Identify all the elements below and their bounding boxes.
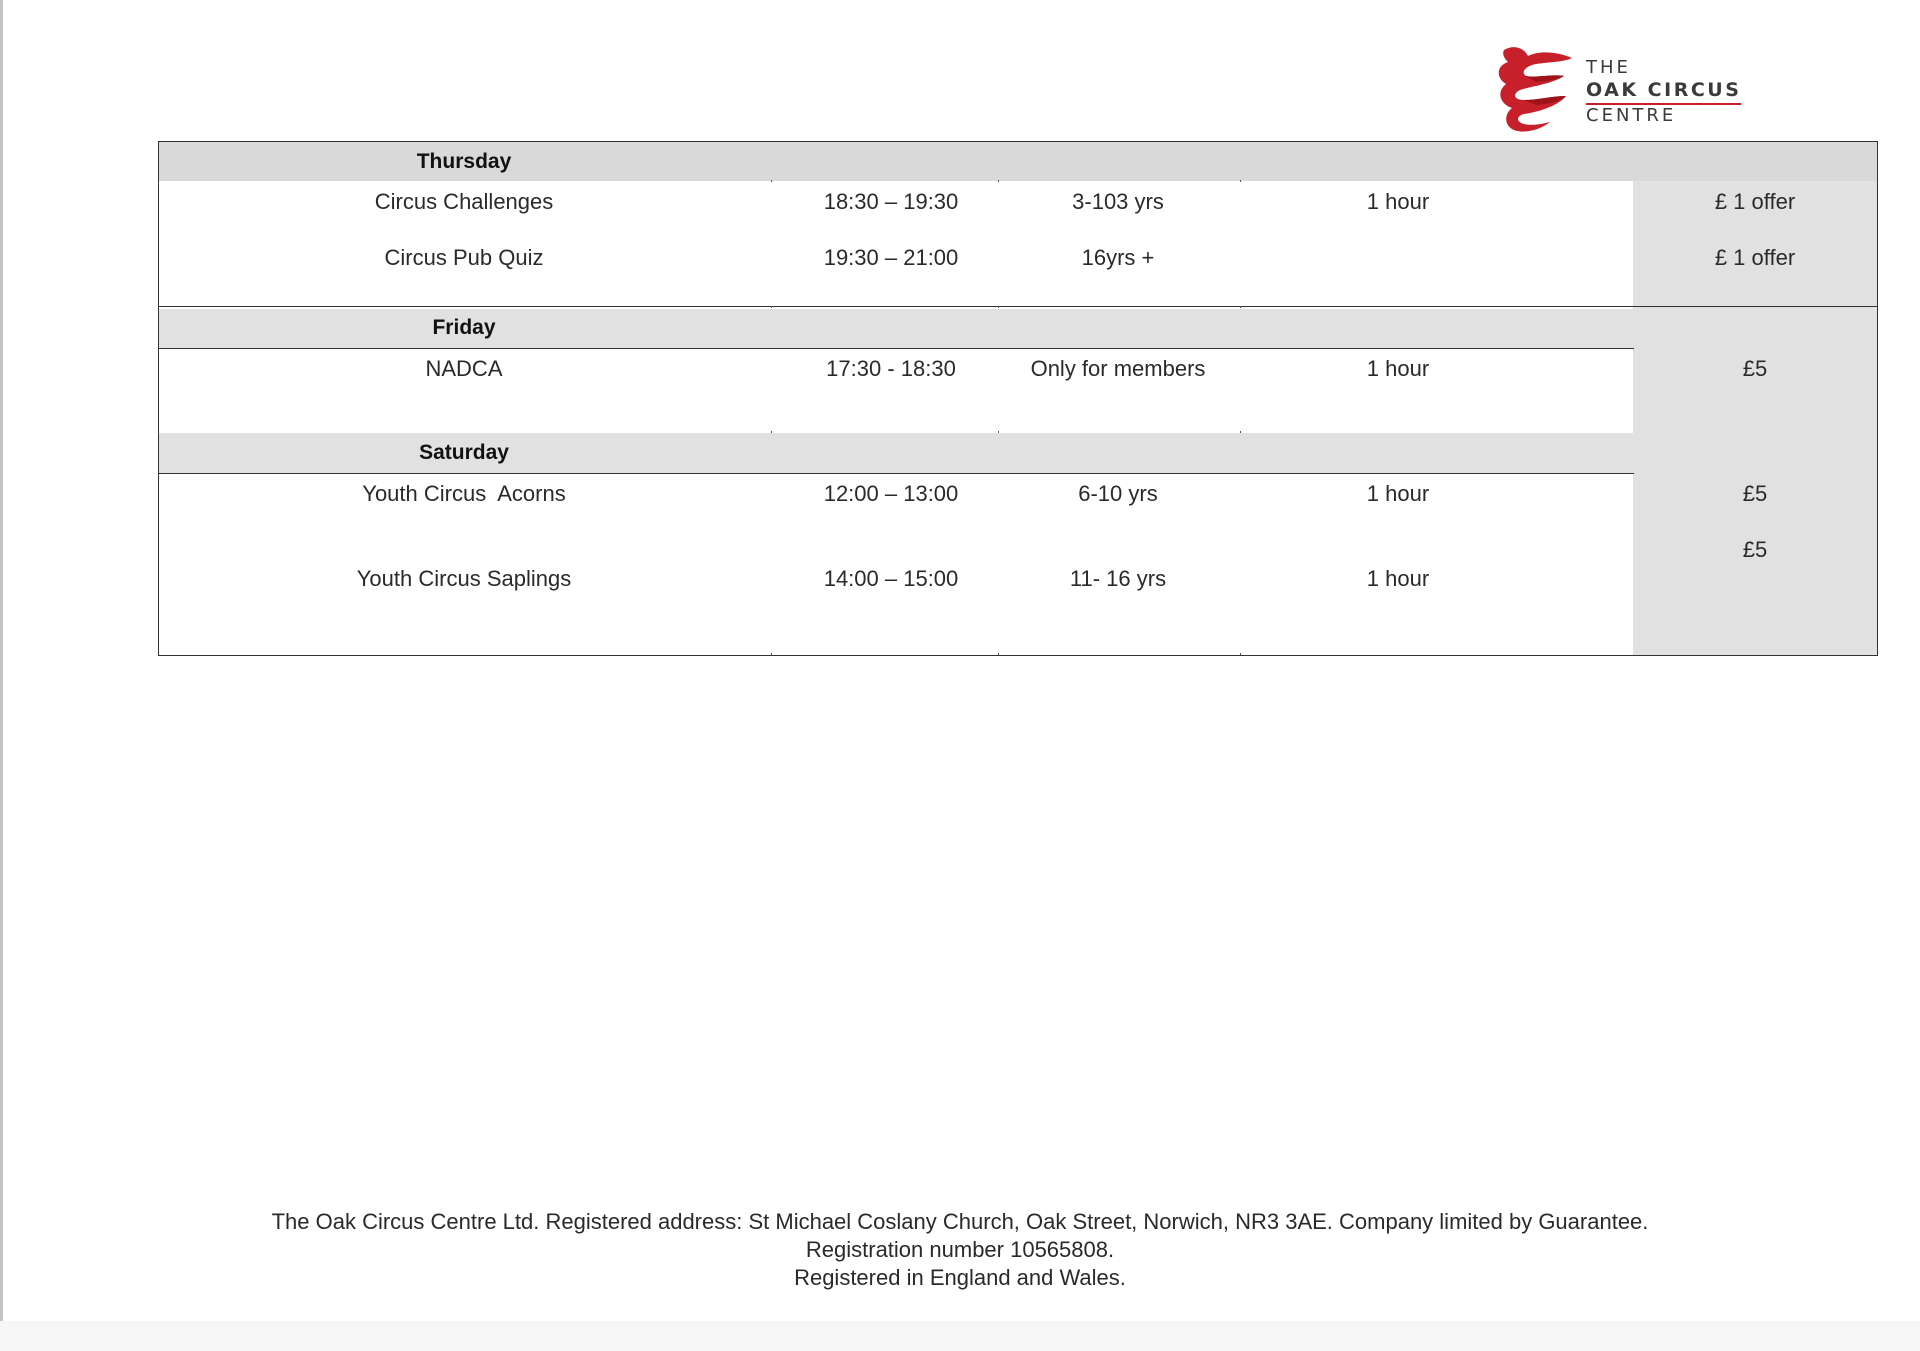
day-heading-friday: Friday xyxy=(432,316,496,339)
session-time: 12:00 – 13:00 xyxy=(823,481,959,506)
logo-line-the: THE xyxy=(1586,57,1631,78)
table-rule-saturday-header xyxy=(158,473,1634,474)
column-tick xyxy=(998,180,999,182)
session-price: £ 1 offer xyxy=(1714,245,1796,270)
logo-line-oak-circus: OAK CIRCUS xyxy=(1586,78,1741,105)
session-age: 6-10 yrs xyxy=(1078,481,1158,506)
session-age: 16yrs + xyxy=(1081,245,1155,270)
session-time: 17:30 - 18:30 xyxy=(826,356,956,381)
session-name: Circus Challenges xyxy=(374,189,554,214)
day-heading-saturday: Saturday xyxy=(419,441,509,464)
table-rule-top xyxy=(158,141,1878,142)
footer-registration-line: Registration number 10565808. xyxy=(805,1237,1115,1262)
column-tick xyxy=(771,306,772,308)
session-name: NADCA xyxy=(425,356,503,381)
session-price: £ 1 offer xyxy=(1714,189,1796,214)
session-duration: 1 hour xyxy=(1366,189,1430,214)
column-tick xyxy=(998,306,999,308)
footer-jurisdiction-line: Registered in England and Wales. xyxy=(794,1265,1126,1290)
session-name: Circus Pub Quiz xyxy=(384,245,544,270)
column-tick xyxy=(771,431,772,433)
session-time: 19:30 – 21:00 xyxy=(823,245,959,270)
session-duration: 1 hour xyxy=(1366,356,1430,381)
column-tick xyxy=(771,653,772,655)
column-tick xyxy=(1240,180,1241,182)
page-edge xyxy=(0,0,3,1351)
table-border-right xyxy=(1877,141,1878,656)
session-price: £5 xyxy=(1742,481,1768,506)
session-price: £5 xyxy=(1742,356,1768,381)
day-heading-thursday: Thursday xyxy=(416,150,512,173)
table-rule-friday-header xyxy=(158,348,1634,349)
table-rule-bottom xyxy=(158,655,1878,656)
session-time: 18:30 – 19:30 xyxy=(823,189,959,214)
session-age: Only for members xyxy=(1030,356,1206,381)
table-rule-after-thursday xyxy=(158,306,1878,307)
session-name: Youth Circus Acorns xyxy=(362,481,566,506)
footer-address-line: The Oak Circus Centre Ltd. Registered address: St Michael Coslany Church, Oak Street, Norwich, NR3 3AE. Company limited by Guarantee. xyxy=(271,1209,1649,1234)
session-duration: 1 hour xyxy=(1366,566,1430,591)
price-column-shade xyxy=(1633,141,1877,656)
session-age: 11- 16 yrs xyxy=(1069,566,1167,591)
column-tick xyxy=(771,180,772,182)
page-bottom-shade xyxy=(0,1321,1920,1351)
oak-circus-logo xyxy=(1490,44,1750,134)
red-ribbon-logo-icon xyxy=(1490,44,1580,134)
session-time: 14:00 – 15:00 xyxy=(823,566,959,591)
schedule-table xyxy=(158,141,1878,656)
column-tick xyxy=(1240,653,1241,655)
session-name: Youth Circus Saplings xyxy=(356,566,572,591)
column-tick xyxy=(998,653,999,655)
session-age: 3-103 yrs xyxy=(1072,189,1164,214)
logo-line-centre: CENTRE xyxy=(1586,105,1677,126)
column-tick xyxy=(1240,431,1241,433)
session-duration: 1 hour xyxy=(1366,481,1430,506)
registration-footer xyxy=(0,1208,1920,1292)
column-tick xyxy=(998,431,999,433)
column-tick xyxy=(1240,306,1241,308)
session-price: £5 xyxy=(1742,537,1768,562)
